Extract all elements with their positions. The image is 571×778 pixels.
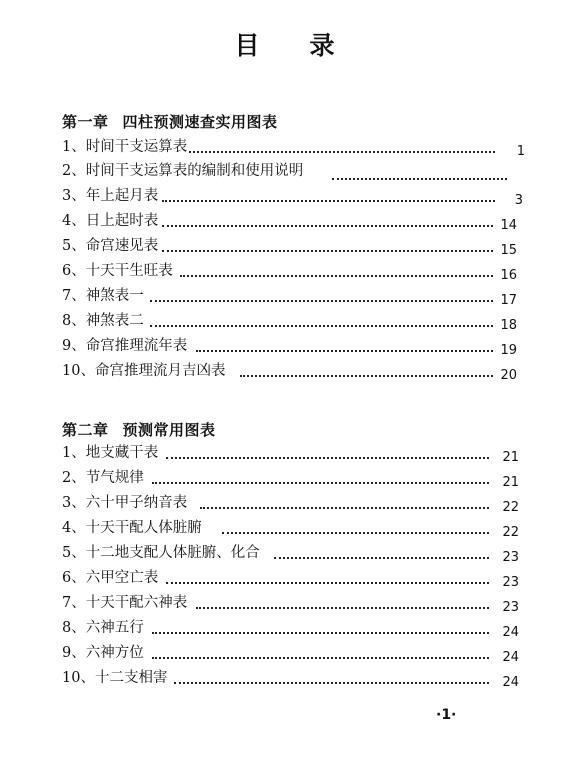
- toc-entry[interactable]: [62, 260, 517, 282]
- toc-entry[interactable]: [62, 642, 517, 664]
- entry-page: 15: [500, 243, 517, 258]
- toc-entry[interactable]: [62, 210, 517, 232]
- leader-dots: [166, 570, 489, 584]
- entry-page: 19: [500, 343, 517, 358]
- entry-title: 9、命宫推理流年表: [62, 335, 189, 357]
- leader-dots: [182, 139, 495, 153]
- entry-page: 23: [502, 575, 519, 590]
- chapter-2-heading: [62, 419, 216, 440]
- leader-dots: [274, 545, 489, 559]
- entry-title: 5、十二地支配人体脏腑、化合: [62, 542, 262, 564]
- toc-entry[interactable]: [62, 360, 517, 382]
- entry-title: 1、地支藏干表: [62, 442, 160, 464]
- leader-dots: [162, 213, 493, 227]
- entry-page: 23: [502, 600, 519, 615]
- leader-dots: [180, 263, 493, 277]
- entry-page: 1: [516, 144, 525, 159]
- leader-dots: [152, 645, 489, 659]
- entry-title: 3、年上起月表: [62, 185, 160, 207]
- leader-dots: [152, 470, 489, 484]
- entry-title: 4、十天干配人体脏腑: [62, 517, 204, 539]
- entry-title: 2、时间干支运算表的编制和使用说明: [62, 160, 305, 182]
- entry-page: 21: [502, 450, 519, 465]
- toc-entry[interactable]: [62, 335, 517, 357]
- entry-page: 3: [514, 193, 523, 208]
- leader-dots: [150, 313, 493, 327]
- entry-page: 24: [502, 650, 519, 665]
- entry-page: 21: [502, 475, 519, 490]
- toc-entry[interactable]: [62, 592, 517, 614]
- page-title: [0, 26, 571, 62]
- toc-entry[interactable]: [62, 235, 517, 257]
- chapter-number: 第二章: [62, 421, 109, 439]
- page-number: ·1·: [436, 707, 457, 723]
- toc-entry[interactable]: [62, 567, 517, 589]
- entry-title: 3、六十甲子纳音表: [62, 492, 189, 514]
- chapter-1-heading: [62, 111, 278, 132]
- entry-page: 24: [502, 675, 519, 690]
- leader-dots: [222, 520, 489, 534]
- entry-title: 7、神煞表一: [62, 285, 146, 307]
- toc-entry[interactable]: [62, 310, 517, 332]
- toc-entry[interactable]: [62, 617, 517, 639]
- entry-page: 17: [500, 293, 517, 308]
- entry-page: 14: [500, 218, 517, 233]
- leader-dots: [196, 338, 493, 352]
- entry-page: 20: [500, 368, 517, 383]
- entry-page: 22: [502, 500, 519, 515]
- entry-title: 9、六神方位: [62, 642, 146, 664]
- leader-dots: [152, 620, 489, 634]
- entry-title: 7、十天干配六神表: [62, 592, 189, 614]
- chapter-number: 第一章: [62, 113, 109, 131]
- entry-title: 10、命宫推理流月吉凶表: [62, 360, 227, 382]
- entry-page: 23: [502, 550, 519, 565]
- toc-entry[interactable]: [62, 492, 517, 514]
- chapter-name: 预测常用图表: [122, 421, 216, 439]
- toc-entry[interactable]: [62, 667, 517, 689]
- leader-dots: [150, 288, 493, 302]
- entry-title: 8、六神五行: [62, 617, 146, 639]
- entry-title: 6、十天干生旺表: [62, 260, 175, 282]
- entry-title: 1、时间干支运算表: [62, 136, 189, 158]
- entry-title: 5、命宫速见表: [62, 235, 160, 257]
- entry-page: 22: [502, 525, 519, 540]
- title-char-1: 目: [234, 31, 262, 60]
- toc-entry[interactable]: [62, 517, 517, 539]
- leader-dots: [240, 363, 493, 377]
- leader-dots: [162, 238, 493, 252]
- leader-dots: [174, 670, 489, 684]
- entry-page: 16: [500, 268, 517, 283]
- entry-page: 18: [500, 318, 517, 333]
- leader-dots: [196, 595, 489, 609]
- leader-dots: [200, 495, 489, 509]
- entry-page: 24: [502, 625, 519, 640]
- chapter-name: 四柱预测速查实用图表: [122, 113, 278, 131]
- toc-entry[interactable]: [62, 160, 517, 182]
- toc-entry[interactable]: [62, 136, 525, 159]
- entry-title: 2、节气规律: [62, 467, 146, 489]
- toc-entry[interactable]: [62, 467, 517, 489]
- entry-title: 8、神煞表二: [62, 310, 146, 332]
- toc-entry[interactable]: [62, 542, 517, 564]
- entry-title: 10、十二支相害: [62, 667, 169, 689]
- toc-entry[interactable]: [62, 285, 517, 307]
- toc-entry[interactable]: [62, 185, 523, 208]
- entry-title: 4、日上起时表: [62, 210, 160, 232]
- entry-title: 6、六甲空亡表: [62, 567, 160, 589]
- leader-dots: [166, 445, 489, 459]
- title-char-2: 录: [309, 31, 337, 60]
- toc-entry[interactable]: [62, 442, 517, 464]
- leader-dots: [332, 166, 507, 180]
- leader-dots: [162, 188, 495, 202]
